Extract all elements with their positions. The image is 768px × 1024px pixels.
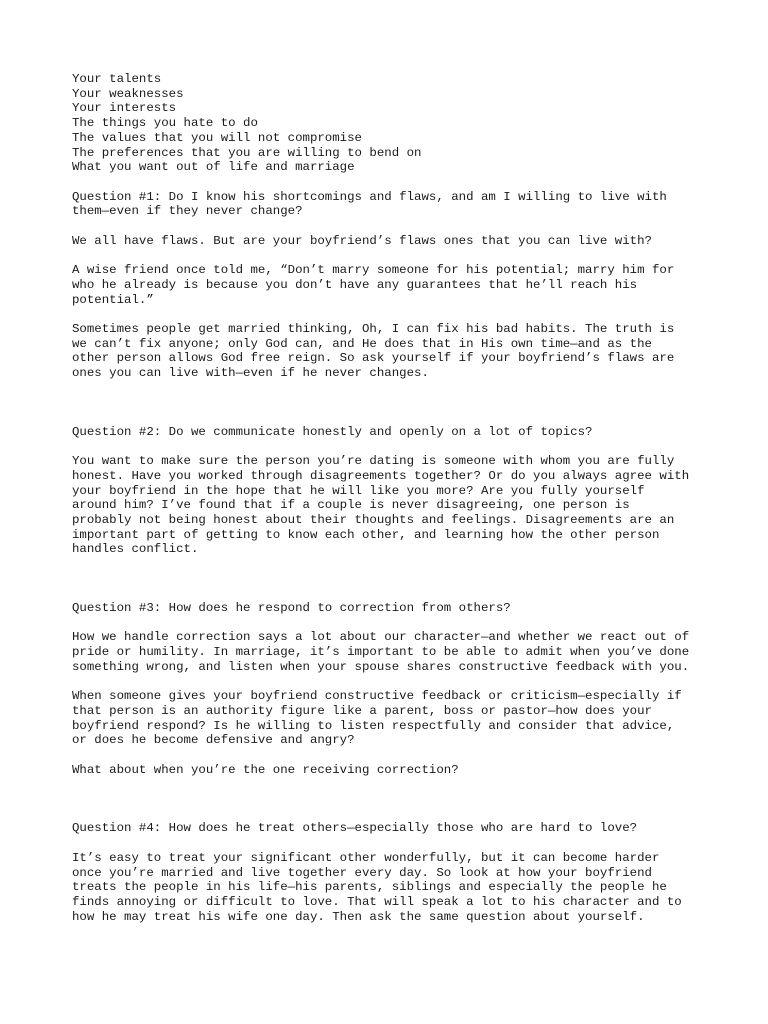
heading-line: Question #2: Do we communicate honestly and openly on a lot of topics? [72,424,593,439]
question-2-paragraph-1 [72,454,712,557]
list-item: The preferences that you are willing to bend on [72,145,422,160]
paragraph-line: that person is an authority figure like a parent, boss or pastor—how does your [72,703,652,718]
question-1-heading [72,190,712,219]
heading-line: Question #3: How does he respond to correction from others? [72,601,511,616]
question-3-paragraph-3 [72,763,712,778]
list-item: The things you hate to do [72,116,258,131]
paragraph-line: around him? I’ve found that if a couple is never disagreeing, one person is [72,498,630,513]
paragraph-line: treats the people in his life—his parents, siblings and especially the people he [72,880,667,895]
heading-line: Question #1: Do I know his shortcomings and flaws, and am I willing to live with [72,189,667,204]
paragraph-line: We all have flaws. But are your boyfriend’s flaws ones that you can live with? [72,233,652,248]
question-4-heading [72,821,712,836]
paragraph-line: how he may treat his wife one day. Then ask the same question about yourself. [72,909,645,924]
paragraph-line: we can’t fix anyone; only God can, and He does that in His own time—and as the [72,336,652,351]
paragraph-line: probably not being honest about their thoughts and feelings. Disagreements are an [72,512,675,527]
paragraph-line: You want to make sure the person you’re dating is someone with whom you are fully [72,454,675,469]
list-item: What you want out of life and marriage [72,160,355,175]
question-4-paragraph-1 [72,851,712,925]
list-item: Your talents [72,72,162,86]
paragraph-line: pride or humility. In marriage, it’s important to be able to admit when you’ve done [72,645,690,660]
document-page [72,72,712,924]
question-1-paragraph-1 [72,234,712,249]
paragraph-line: What about when you’re the one receiving correction? [72,762,459,777]
paragraph-line: ones you can live with—even if he never changes. [72,366,429,380]
paragraph-line: or does he become defensive and angry? [72,733,355,748]
question-3-paragraph-2 [72,689,712,748]
paragraph-line: honest. Have you worked through disagreements together? Or do you always agree with [72,468,690,483]
paragraph-line: something wrong, and listen when your spouse shares constructive feedback with you. [72,659,690,674]
question-1-paragraph-3 [72,322,712,381]
heading-line: Question #4: How does he treat others—especially those who are hard to love? [72,821,638,836]
paragraph-line: potential.” [72,292,154,307]
paragraph-line: important part of getting to know each other, and learning how the other person [72,527,660,542]
list-item: Your weaknesses [72,86,184,101]
paragraph-line: When someone gives your boyfriend constructive feedback or criticism—especially if [72,689,682,704]
paragraph-line: A wise friend once told me, “Don’t marry someone for his potential; marry him for [72,263,675,278]
list-item: Your interests [72,101,177,116]
paragraph-line: your boyfriend in the hope that he will like you more? Are you fully yourself [72,483,645,498]
question-3-heading [72,601,712,616]
paragraph-line: How we handle correction says a lot about our character—and whether we react out of [72,630,690,645]
question-2-heading [72,425,712,440]
question-1-paragraph-2 [72,263,712,307]
paragraph-line: other person allows God free reign. So ask yourself if your boyfriend’s flaws are [72,351,675,366]
paragraph-line: who he already is because you don’t have any guarantees that he’ll reach his [72,277,638,292]
paragraph-line: It’s easy to treat your significant other wonderfully, but it can become harder [72,850,660,865]
paragraph-line: finds annoying or difficult to love. That will speak a lot to his character and to [72,894,682,909]
list-item: The values that you will not compromise [72,130,362,145]
paragraph-line: handles conflict. [72,542,199,557]
self-knowledge-list [72,72,712,175]
paragraph-line: once you’re married and live together every day. So look at how your boyfriend [72,865,652,880]
paragraph-line: Sometimes people get married thinking, Oh, I can fix his bad habits. The truth is [72,321,675,336]
paragraph-line: boyfriend respond? Is he willing to listen respectfully and consider that advice, [72,718,675,733]
heading-line: them—even if they never change? [72,204,303,219]
question-3-paragraph-1 [72,630,712,674]
